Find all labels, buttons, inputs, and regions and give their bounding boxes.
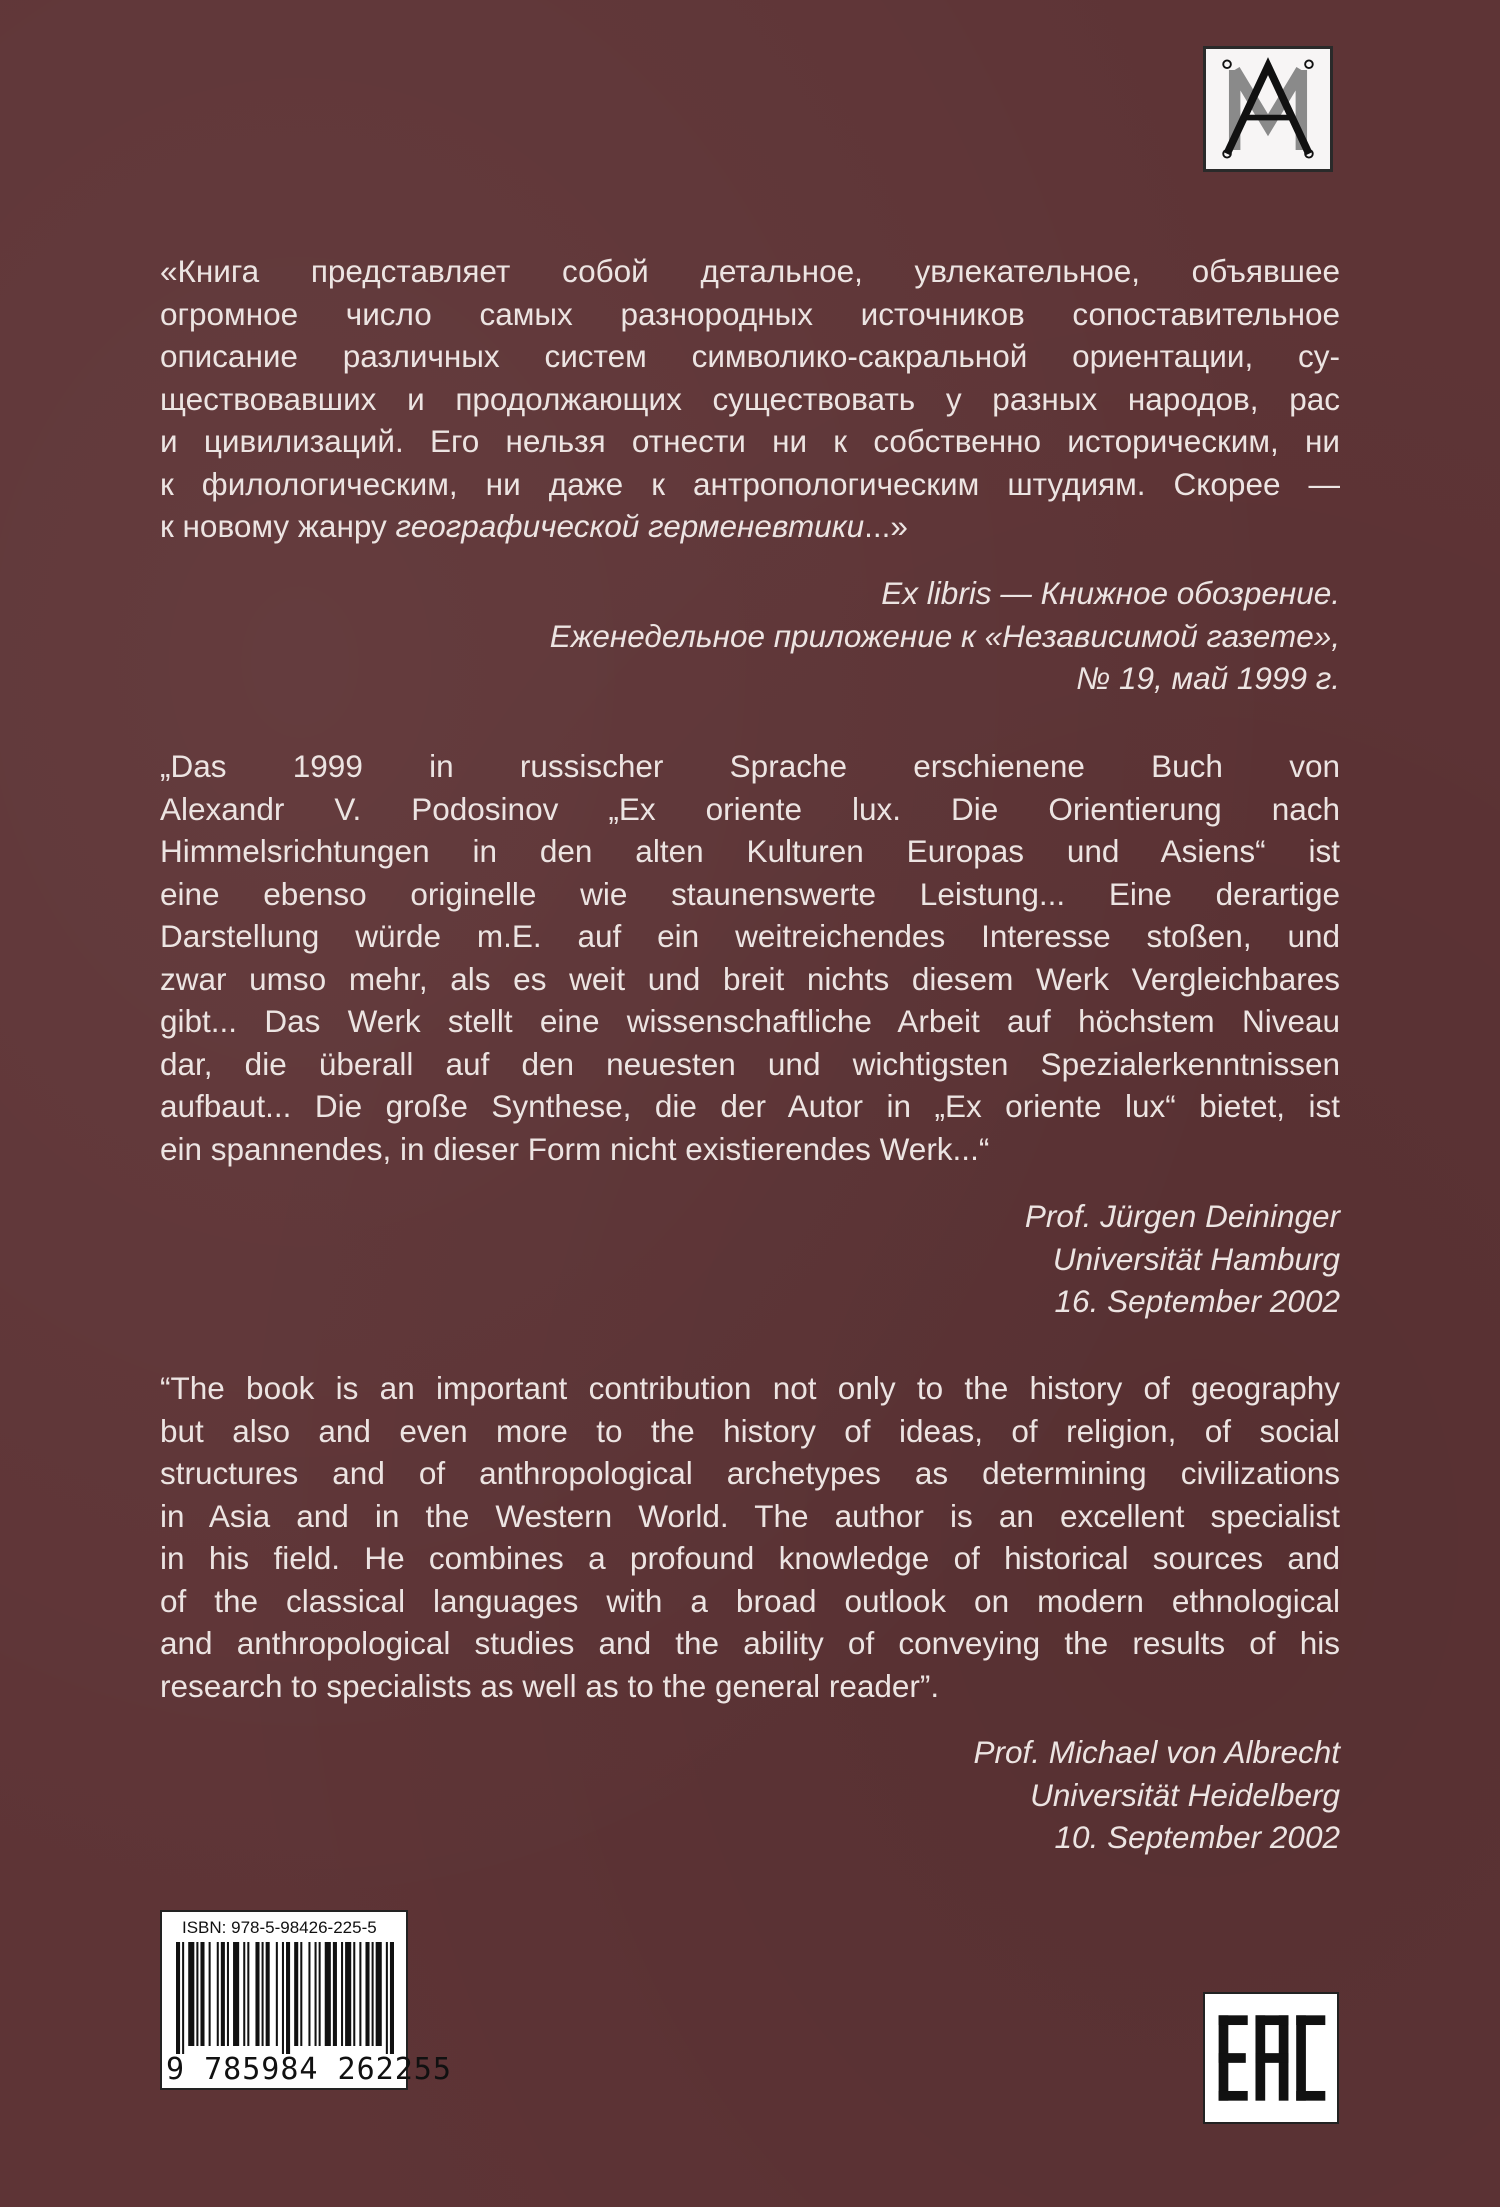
- review-line: «Книга представляет собой детальное, увлекательное, объявшее: [160, 253, 1340, 289]
- review-line: огромное число самых разнородных источников сопоставительное: [160, 295, 1340, 332]
- review-line: Darstellung würde m.E. auf ein weitreichendes Interesse stoßen, und: [160, 918, 1340, 954]
- review-line: eine ebenso originelle wie staunenswerte Leistung... Eine derartige: [160, 875, 1340, 912]
- review-german: [160, 745, 1340, 1170]
- review-line: in Asia and in the Western World. The author is an excellent specialist: [160, 1497, 1340, 1534]
- barcode-bars-icon: [172, 1942, 398, 2054]
- review-line: research to specialists as well as to the general reader”.: [160, 1667, 940, 1704]
- review-german-attribution: [160, 1195, 1340, 1323]
- attribution-line: Prof. Jürgen Deininger: [1024, 1198, 1340, 1234]
- review-russian: [160, 250, 1340, 548]
- attribution-line: 16. September 2002: [1054, 1283, 1340, 1319]
- review-line: ществовавших и продолжающих существовать у разных народов, рас: [160, 380, 1340, 417]
- publisher-am-monogram-icon: [1206, 49, 1330, 169]
- attribution-line: Universität Heidelberg: [1030, 1776, 1340, 1813]
- attribution-line: № 19, май 1999 г.: [1076, 660, 1340, 696]
- isbn-barcode: [160, 1910, 452, 2090]
- review-line-last: [160, 505, 1340, 548]
- attribution-line: Еженедельное приложение к «Независимой газете»,: [549, 617, 1340, 654]
- review-line: and anthropological studies and the ability of conveying the results of his: [160, 1625, 1340, 1661]
- review-russian-attribution: [160, 572, 1340, 700]
- review-line: ein spannendes, in dieser Form nicht existierendes Werk...“: [160, 1130, 990, 1167]
- review-line: описание различных систем символико-сакральной ориентации, су-: [160, 338, 1340, 374]
- review-line: к филологическим, ни даже к антропологическим штудиям. Скорее —: [160, 465, 1340, 502]
- review-line: structures and of anthropological archetypes as determining civilizations: [160, 1455, 1340, 1491]
- publisher-logo: [1203, 46, 1333, 172]
- attribution-line: Prof. Michael von Albrecht: [973, 1734, 1340, 1770]
- review-line: “The book is an important contribution not only to the history of geography: [160, 1370, 1340, 1406]
- review-english-attribution: [160, 1731, 1340, 1859]
- review-line: gibt... Das Werk stellt eine wissenschaftliche Arbeit auf höchstem Niveau: [160, 1003, 1340, 1039]
- review-line-prefix: к новому жанру: [160, 508, 396, 544]
- review-english: [160, 1367, 1340, 1707]
- review-line: in his field. He combines a profound knowledge of historical sources and: [160, 1540, 1340, 1576]
- attribution-line: Ex libris — Книжное обозрение.: [881, 575, 1340, 611]
- review-russian-text: [160, 250, 1340, 548]
- review-line-italic: географической герменевтики: [395, 508, 865, 544]
- review-line: zwar umso mehr, als es weit und breit nichts diesem Werk Vergleichbares: [160, 960, 1340, 997]
- isbn-label: ISBN: 978-5-98426-225-5: [182, 1918, 377, 1937]
- review-german-text: [160, 745, 1340, 1170]
- ean-digits: 9 785984 262255: [166, 2052, 452, 2087]
- review-line: Alexandr V. Podosinov „Ex oriente lux. Die Orientierung nach: [160, 790, 1340, 827]
- review-english-text: [160, 1367, 1340, 1707]
- review-line: but also and even more to the history of ideas, of religion, of social: [160, 1412, 1340, 1449]
- review-line: и цивилизаций. Его нельзя отнести ни к собственно историческим, ни: [160, 423, 1340, 459]
- eac-certification-mark: [1203, 1992, 1339, 2124]
- review-line: Himmelsrichtungen in den alten Kulturen Europas und Asiens“ ist: [160, 833, 1340, 869]
- attribution-line: Universität Hamburg: [1052, 1240, 1340, 1277]
- review-line: of the classical languages with a broad outlook on modern ethnological: [160, 1582, 1340, 1619]
- eac-mark-icon: [1205, 1994, 1337, 2122]
- review-line: dar, die überall auf den neuesten und wichtigsten Spezialerkenntnissen: [160, 1045, 1340, 1082]
- review-line-suffix: ...»: [864, 508, 908, 544]
- review-line: aufbaut... Die große Synthese, die der Autor in „Ex oriente lux“ bietet, ist: [160, 1088, 1340, 1124]
- attribution-line: 10. September 2002: [1054, 1819, 1340, 1855]
- review-line: „Das 1999 in russischer Sprache erschienene Buch von: [160, 748, 1340, 784]
